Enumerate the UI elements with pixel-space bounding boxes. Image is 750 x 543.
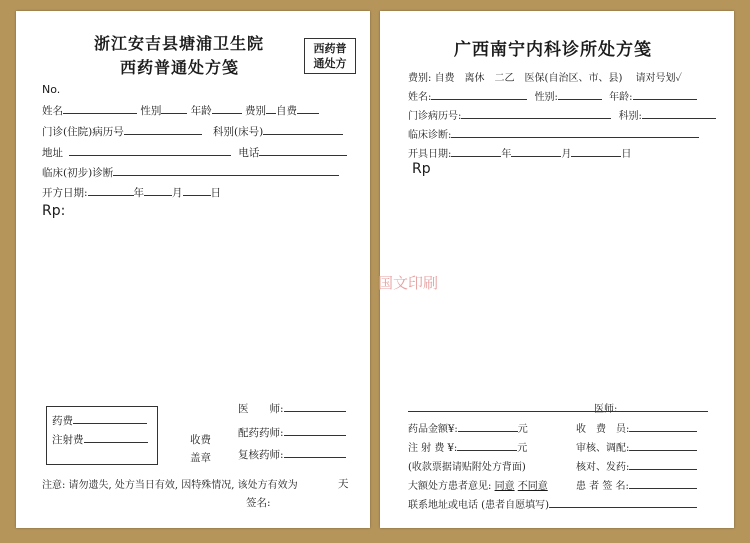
left-prescription-sheet (16, 11, 370, 528)
left-rp-symbol: Rp: (42, 203, 66, 219)
right-row-record (408, 107, 716, 122)
doctor-field[interactable] (284, 402, 346, 412)
address-label: 地址 (42, 147, 63, 159)
right-fee-row (408, 69, 682, 84)
right-injection-row (408, 439, 527, 454)
charge-label-2: 盖章 (190, 452, 211, 464)
right-row-date (408, 145, 631, 160)
right-age-label: 年龄: (609, 92, 633, 103)
right-cashier-row (576, 420, 697, 435)
doctor-label: 医 师: (238, 403, 284, 415)
right-fee-options: 自费 离休 二乙 医保(自治区、市、县) (434, 73, 623, 84)
year-field[interactable] (88, 186, 134, 196)
right-fee-label: 费别: (408, 73, 432, 84)
right-patient-sign-field[interactable] (629, 479, 697, 489)
left-title-line2: 西药普通处方笺 (120, 58, 240, 77)
right-cashier-label: 收 费 员: (576, 424, 630, 435)
right-opinion-row (408, 477, 548, 492)
injection-fee-label: 注射费 (52, 434, 84, 446)
left-no-label: No. (42, 83, 61, 96)
name-label: 姓名 (42, 105, 63, 117)
day-label: 日 (210, 187, 222, 199)
day-field[interactable] (183, 186, 211, 196)
date-label: 开方日期: (42, 187, 88, 199)
dept-field[interactable] (263, 125, 343, 135)
right-yuan1: 元 (517, 424, 528, 435)
right-patient-sign-label: 患 者 签 名: (576, 481, 629, 492)
right-month-label: 月 (561, 149, 572, 160)
right-review-field[interactable] (629, 441, 697, 451)
dispense-row (238, 425, 346, 440)
sign-label: 签名: (246, 497, 271, 509)
right-date-label: 开具日期: (408, 149, 452, 160)
notice-text: 注意: 请勿遗失, 处方当日有效, 因特殊情况, 该处方有效为 (42, 480, 298, 491)
right-doctor-label: 医师: (594, 404, 618, 415)
right-year-label: 年 (501, 149, 512, 160)
left-row-record (42, 124, 343, 139)
dept-label: 科别(床号) (213, 126, 264, 138)
right-check-field[interactable] (629, 460, 697, 470)
review-row (238, 447, 346, 462)
name-field[interactable] (63, 104, 137, 114)
dispense-label: 配药药师: (238, 427, 284, 439)
right-year-field[interactable] (451, 147, 501, 157)
right-contact-label: 联系地址或电话 (患者自愿填写) (408, 500, 549, 511)
right-dept-field[interactable] (642, 109, 716, 119)
right-row-diagnosis (408, 126, 699, 141)
stamp-line2: 通处方 (313, 57, 347, 70)
drug-fee-row (52, 413, 147, 428)
review-label: 复核药师: (238, 449, 284, 461)
dispense-field[interactable] (284, 426, 346, 436)
right-check-label: 核对、发药: (576, 462, 630, 473)
agree-option[interactable]: 同意 (494, 481, 515, 492)
record-label: 门诊(住院)病历号 (42, 126, 124, 138)
right-check-row (576, 458, 697, 473)
right-diagnosis-field[interactable] (451, 128, 699, 138)
phone-field[interactable] (259, 146, 347, 156)
drug-fee-label: 药费 (52, 415, 73, 427)
right-tick-label: 请对号划✓ (635, 73, 683, 84)
right-rp-symbol: Rp (412, 161, 431, 177)
year-label: 年 (133, 187, 145, 199)
charge-label-1: 收费 (190, 434, 211, 446)
right-contact-row (408, 496, 697, 511)
left-row-name (42, 103, 319, 118)
left-row-address (42, 145, 347, 160)
right-record-field[interactable] (461, 109, 611, 119)
left-title-line1: 浙江安吉县塘浦卫生院 (94, 34, 265, 53)
right-doctor-line[interactable] (408, 411, 708, 412)
right-day-field[interactable] (571, 147, 621, 157)
right-day-label: 日 (621, 149, 632, 160)
right-review-row (576, 439, 697, 454)
drug-fee-field[interactable] (73, 414, 147, 424)
age-label: 年龄 (190, 105, 212, 117)
right-diagnosis-label: 临床诊断: (408, 130, 452, 141)
left-row-diagnosis (42, 165, 339, 180)
left-row-date (42, 185, 221, 200)
left-type-stamp (304, 38, 356, 74)
right-dept-label: 科别: (618, 111, 642, 122)
right-month-field[interactable] (511, 147, 561, 157)
right-cashier-field[interactable] (629, 422, 697, 432)
address-field[interactable] (69, 146, 231, 156)
fee-box (46, 406, 158, 465)
disagree-option[interactable]: 不同意 (517, 481, 548, 492)
doctor-row (238, 401, 346, 416)
phone-label: 电话 (238, 147, 260, 159)
record-field[interactable] (124, 125, 202, 135)
right-receipt-note: (收款票据请贴附处方背面) (408, 462, 526, 473)
right-opinion-label: 大额处方患者意见: (408, 481, 492, 492)
right-patient-sign-row (576, 477, 697, 492)
right-gender-field[interactable] (558, 90, 602, 100)
days-label: 天 (338, 478, 349, 490)
fee-field[interactable] (297, 104, 319, 114)
right-name-label: 姓名: (408, 92, 432, 103)
watermark-text: 国文印刷 (378, 274, 439, 292)
fee-line (266, 104, 276, 114)
right-prescription-sheet (380, 11, 734, 528)
review-field[interactable] (284, 448, 346, 458)
month-field[interactable] (144, 186, 172, 196)
diagnosis-field[interactable] (113, 166, 339, 176)
right-contact-field[interactable] (549, 498, 697, 508)
right-drug-amount-row (408, 420, 528, 435)
fee-label: 费别 (245, 105, 267, 117)
right-drug-amount-label: 药品金额¥: (408, 424, 458, 435)
month-label: 月 (172, 187, 183, 199)
gender-field[interactable] (161, 104, 187, 114)
diagnosis-label: 临床(初步)诊断 (42, 167, 114, 179)
injection-fee-field[interactable] (84, 433, 148, 443)
age-field[interactable] (212, 104, 242, 114)
stamp-line1: 西药普 (313, 42, 347, 55)
injection-fee-row (52, 432, 148, 447)
right-name-field[interactable] (431, 90, 527, 100)
right-gender-label: 性别: (534, 92, 558, 103)
right-review-label: 审核、调配: (576, 443, 630, 454)
right-record-label: 门诊病历号: (408, 111, 462, 122)
right-title: 广西南宁内科诊所处方笺 (454, 40, 652, 60)
right-injection-field[interactable] (457, 441, 517, 451)
right-drug-amount-field[interactable] (458, 422, 518, 432)
right-age-field[interactable] (633, 90, 697, 100)
self-pay-label: 自费 (276, 105, 298, 117)
right-injection-label: 注 射 费 ¥: (408, 443, 458, 454)
right-row-name (408, 88, 697, 103)
gender-label: 性别 (140, 105, 162, 117)
right-yuan2: 元 (517, 443, 528, 454)
